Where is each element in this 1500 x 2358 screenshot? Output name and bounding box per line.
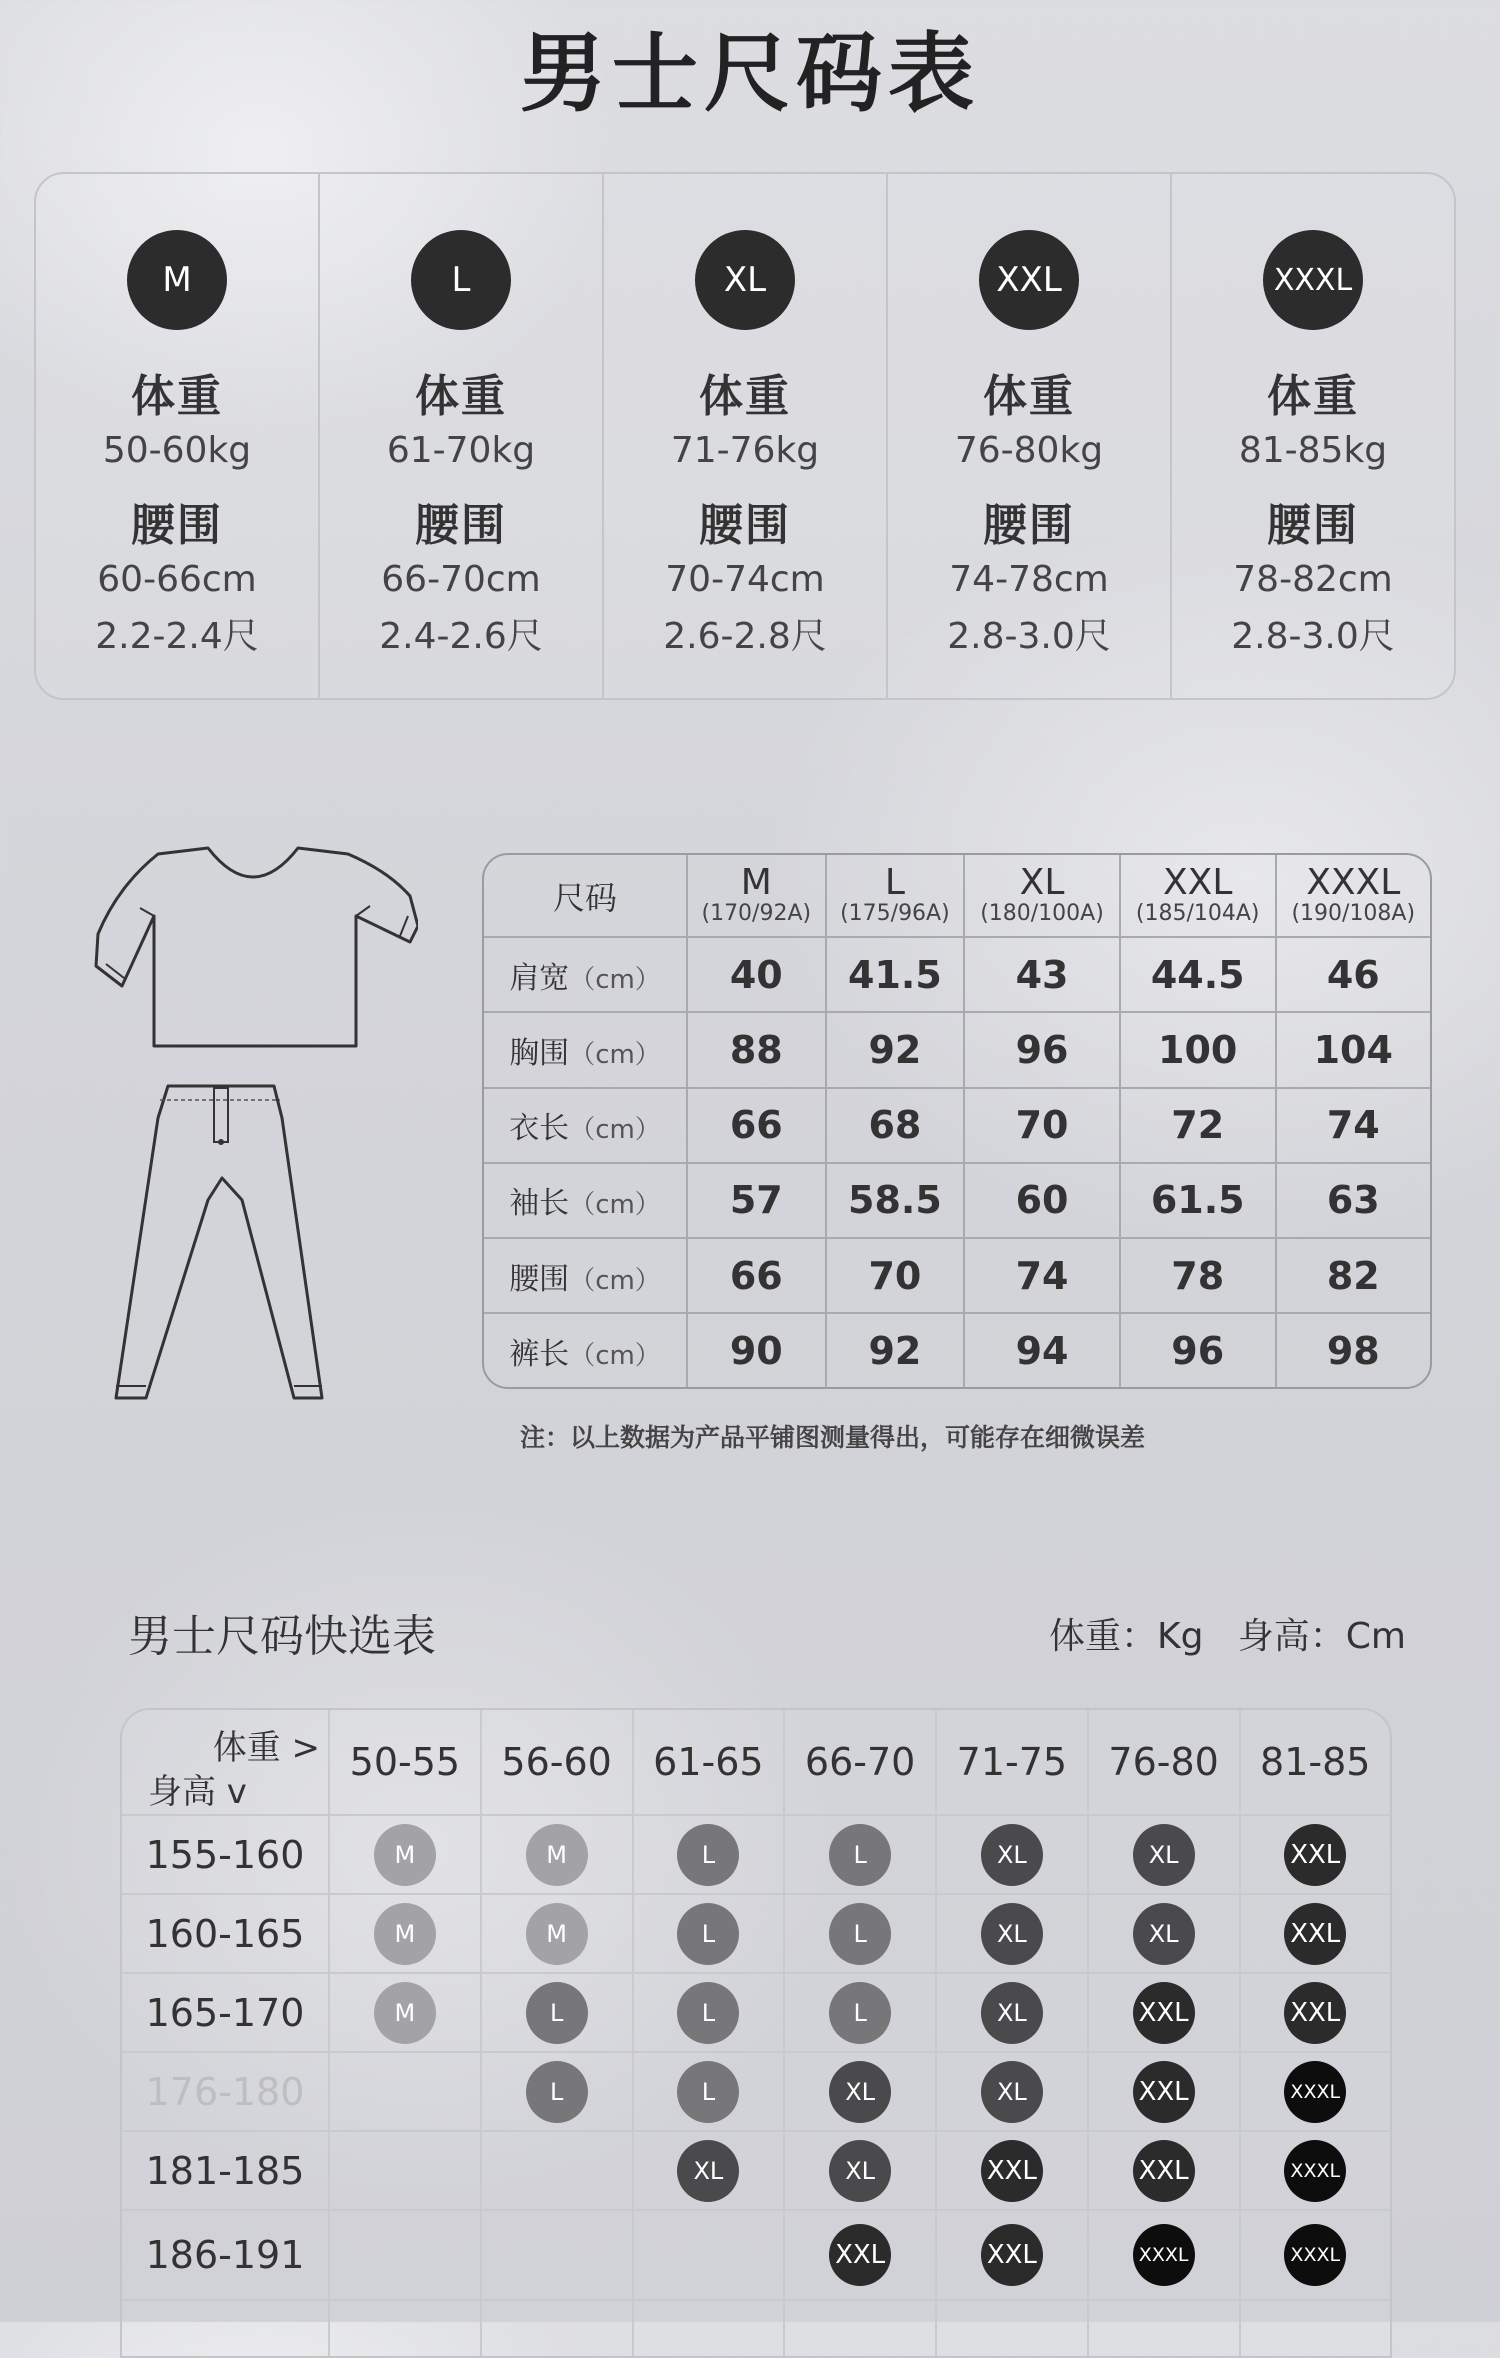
- table-cell: [1088, 2210, 1240, 2300]
- table-cell: [1240, 2300, 1391, 2358]
- size-dot: XXL: [829, 2224, 891, 2286]
- waist-label: 腰围: [983, 500, 1075, 551]
- shirt-illustration: [88, 846, 418, 1056]
- size-badge: XXL: [979, 230, 1079, 330]
- measurement-table: [482, 853, 1432, 1389]
- table-cell: [329, 2131, 481, 2210]
- size-badge: XXXL: [1263, 230, 1363, 330]
- size-dot: L: [829, 1903, 891, 1965]
- waist-label: 腰围: [131, 500, 223, 551]
- col-header-weight: 56-60: [481, 1710, 633, 1815]
- row-height-label: 176-180: [122, 2052, 329, 2131]
- waist-label: 腰围: [699, 500, 791, 551]
- table-row: 胸围（cm） 88 92 96 100 104: [484, 1012, 1430, 1087]
- table-cell: [784, 2300, 936, 2358]
- table-cell: [633, 1894, 785, 1973]
- waist-chi-value: 2.8-3.0尺: [947, 616, 1111, 657]
- waist-label: 腰围: [415, 500, 507, 551]
- size-dot: L: [677, 1824, 739, 1886]
- table-cell: [936, 1894, 1088, 1973]
- table-cell: [1088, 1815, 1240, 1894]
- waist-chi-value: 2.8-3.0尺: [1231, 616, 1395, 657]
- table-cell: [784, 1894, 936, 1973]
- size-dot: XL: [981, 2061, 1043, 2123]
- row-height-label: 160-165: [122, 1894, 329, 1973]
- size-dot: XL: [829, 2061, 891, 2123]
- table-row: [122, 1973, 1390, 2052]
- size-card-xl: [602, 174, 886, 698]
- size-dot: XXXL: [1284, 2140, 1346, 2202]
- table-cell: [633, 2131, 785, 2210]
- table-cell: [481, 1815, 633, 1894]
- table-row: 裤长（cm） 90 92 94 96 98: [484, 1313, 1430, 1387]
- weight-label: 体重: [131, 371, 223, 422]
- quick-table-title: 男士尺码快选表: [128, 1611, 436, 1662]
- size-dot: XXXL: [1284, 2224, 1346, 2286]
- size-dot: L: [677, 1903, 739, 1965]
- table-cell: [329, 2210, 481, 2300]
- size-badge: M: [127, 230, 227, 330]
- table-row: [122, 2052, 1390, 2131]
- col-header-weight: 66-70: [784, 1710, 936, 1815]
- size-dot: XL: [1133, 1824, 1195, 1886]
- waist-chi-value: 2.4-2.6尺: [379, 616, 543, 657]
- size-dot: XXL: [1284, 1903, 1346, 1965]
- col-header-l: L (175/96A): [826, 855, 965, 937]
- table-cell: [481, 2210, 633, 2300]
- waist-cm-value: 66-70cm: [381, 559, 541, 600]
- weight-label: 体重: [983, 371, 1075, 422]
- table-cell: [1240, 1815, 1391, 1894]
- size-badge: L: [411, 230, 511, 330]
- size-dot: XXXL: [1284, 2061, 1346, 2123]
- size-dot: XL: [829, 2140, 891, 2202]
- table-cell: [784, 2052, 936, 2131]
- table-row: 衣长（cm） 66 68 70 72 74: [484, 1088, 1430, 1163]
- table-cell: [784, 1815, 936, 1894]
- table-cell: [1240, 2131, 1391, 2210]
- table-row: 腰围（cm） 66 70 74 78 82: [484, 1238, 1430, 1313]
- table-cell: [1088, 1973, 1240, 2052]
- table-cell: [936, 2131, 1088, 2210]
- size-dot: XL: [981, 1982, 1043, 2044]
- size-dot: M: [374, 1824, 436, 1886]
- size-dot: M: [374, 1982, 436, 2044]
- table-cell: [1240, 1894, 1391, 1973]
- col-header-weight: 61-65: [633, 1710, 785, 1815]
- table-cell: [936, 2210, 1088, 2300]
- row-height-label: 186-191: [122, 2210, 329, 2300]
- table-cell: [633, 1973, 785, 2052]
- table-cell: [329, 1894, 481, 1973]
- size-dot: XXL: [1284, 1982, 1346, 2044]
- table-cell: [936, 1973, 1088, 2052]
- table-cell: [633, 2210, 785, 2300]
- table-cell: [1088, 2131, 1240, 2210]
- col-header-xl: XL (180/100A): [964, 855, 1120, 937]
- size-dot: XL: [1133, 1903, 1195, 1965]
- col-header-xxl: XXL (185/104A): [1120, 855, 1276, 937]
- table-cell: [1088, 1894, 1240, 1973]
- size-dot: XXL: [1133, 2140, 1195, 2202]
- size-card-xxxl: [1170, 174, 1454, 698]
- size-dot: M: [526, 1824, 588, 1886]
- row-label: 肩宽: [509, 960, 570, 996]
- waist-label: 腰围: [1267, 500, 1359, 551]
- size-dot: XL: [677, 2140, 739, 2202]
- table-cell: [329, 1815, 481, 1894]
- waist-cm-value: 70-74cm: [665, 559, 825, 600]
- table-cell: [481, 2052, 633, 2131]
- table-corner: [122, 1710, 329, 1815]
- table-row: [122, 1894, 1390, 1973]
- waist-cm-value: 74-78cm: [949, 559, 1109, 600]
- size-dot: XXL: [1284, 1824, 1346, 1886]
- table-row: [122, 2210, 1390, 2300]
- table-corner: 尺码: [484, 855, 687, 937]
- size-dot: L: [829, 1982, 891, 2044]
- size-dot: XXL: [1133, 1982, 1195, 2044]
- size-dot: XXXL: [1133, 2224, 1195, 2286]
- row-height-label: [122, 2300, 329, 2358]
- table-cell: [784, 2210, 936, 2300]
- table-cell: [784, 2131, 936, 2210]
- col-header-weight: 81-85: [1240, 1710, 1391, 1815]
- col-header-weight: 50-55: [329, 1710, 481, 1815]
- table-cell: [1088, 2300, 1240, 2358]
- table-cell: [329, 2300, 481, 2358]
- row-label: 裤长: [509, 1336, 570, 1372]
- table-cell: [481, 1973, 633, 2052]
- row-label: 胸围: [509, 1035, 570, 1071]
- table-row: [122, 2300, 1390, 2358]
- size-dot: L: [677, 2061, 739, 2123]
- weight-axis-label: 体重 >: [212, 1728, 320, 1768]
- weight-value: 71-76kg: [670, 430, 820, 471]
- size-dot: M: [374, 1903, 436, 1965]
- row-label: 腰围: [509, 1261, 570, 1297]
- table-cell: [633, 2300, 785, 2358]
- size-badge: XL: [695, 230, 795, 330]
- row-height-label: 165-170: [122, 1973, 329, 2052]
- size-dot: L: [526, 1982, 588, 2044]
- size-dot: L: [829, 1824, 891, 1886]
- size-dot: L: [677, 1982, 739, 2044]
- waist-chi-value: 2.6-2.8尺: [663, 616, 827, 657]
- table-cell: [633, 2052, 785, 2131]
- table-row: [122, 1815, 1390, 1894]
- height-axis-label: 身高 v: [148, 1772, 247, 1812]
- size-dot: M: [526, 1903, 588, 1965]
- size-card-l: [318, 174, 602, 698]
- waist-cm-value: 60-66cm: [97, 559, 257, 600]
- size-card-m: [36, 174, 318, 698]
- table-cell: [1240, 2210, 1391, 2300]
- table-cell: [481, 2300, 633, 2358]
- weight-label: 体重: [699, 371, 791, 422]
- col-header-m: M (170/92A): [687, 855, 826, 937]
- weight-label: 体重: [415, 371, 507, 422]
- quick-table-units: 体重：Kg 身高：Cm: [1049, 1616, 1406, 1657]
- table-cell: [784, 1973, 936, 2052]
- row-label: 衣长: [509, 1111, 570, 1147]
- waist-cm-value: 78-82cm: [1233, 559, 1393, 600]
- size-dot: L: [526, 2061, 588, 2123]
- weight-value: 61-70kg: [386, 430, 536, 471]
- size-dot: XL: [981, 1903, 1043, 1965]
- table-cell: [936, 2300, 1088, 2358]
- size-dot: XXL: [981, 2140, 1043, 2202]
- table-cell: [329, 2052, 481, 2131]
- size-dot: XXL: [981, 2224, 1043, 2286]
- col-header-xxxl: XXXL (190/108A): [1276, 855, 1430, 937]
- pants-illustration: [110, 1080, 330, 1406]
- page-title: 男士尺码表: [520, 24, 980, 124]
- weight-value: 81-85kg: [1238, 430, 1388, 471]
- row-height-label: 181-185: [122, 2131, 329, 2210]
- table-row: 肩宽（cm） 40 41.5 43 44.5 46: [484, 937, 1430, 1012]
- quick-size-table: [120, 1708, 1392, 2358]
- weight-label: 体重: [1267, 371, 1359, 422]
- table-cell: [481, 2131, 633, 2210]
- table-cell: [633, 1815, 785, 1894]
- measurement-note: 注：以上数据为产品平铺图测量得出，可能存在细微误差: [520, 1423, 1146, 1452]
- row-height-label: 155-160: [122, 1815, 329, 1894]
- table-cell: [1240, 2052, 1391, 2131]
- table-row: [122, 2131, 1390, 2210]
- table-cell: [1088, 2052, 1240, 2131]
- col-header-weight: 76-80: [1088, 1710, 1240, 1815]
- size-dot: XL: [981, 1824, 1043, 1886]
- weight-value: 76-80kg: [954, 430, 1104, 471]
- table-cell: [1240, 1973, 1391, 2052]
- table-cell: [481, 1894, 633, 1973]
- waist-chi-value: 2.2-2.4尺: [95, 616, 259, 657]
- size-cards: [34, 172, 1456, 700]
- weight-value: 50-60kg: [102, 430, 252, 471]
- table-cell: [936, 1815, 1088, 1894]
- col-header-weight: 71-75: [936, 1710, 1088, 1815]
- row-label: 袖长: [509, 1186, 570, 1222]
- size-card-xxl: [886, 174, 1170, 698]
- table-cell: [936, 2052, 1088, 2131]
- table-cell: [329, 1973, 481, 2052]
- size-dot: XXL: [1133, 2061, 1195, 2123]
- table-row: 袖长（cm） 57 58.5 60 61.5 63: [484, 1163, 1430, 1238]
